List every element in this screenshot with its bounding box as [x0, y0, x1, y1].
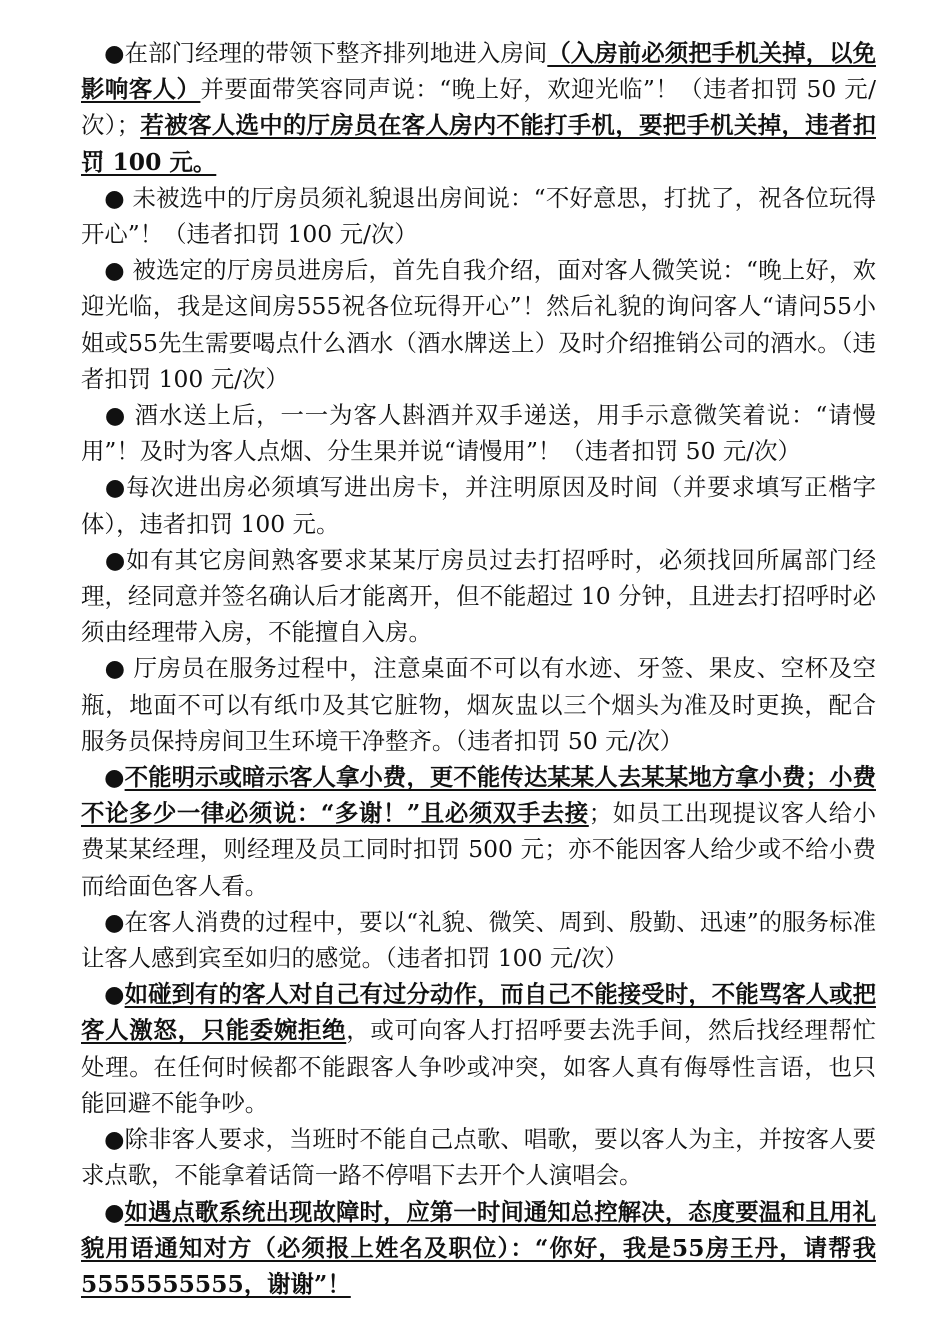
rule-text: ；如员工出现提议客人给小费某某经理，则经理及员工同时扣罚 500 元；亦不能因客人给少或不给小费而给面色客人看。 — [81, 799, 876, 900]
rule-text: ● 未被选中的厅房员须礼貌退出房间说：“不好意思，打扰了，祝各位玩得开心”！（违者扣罚 100 元/次） — [81, 183, 876, 249]
rule-paragraph-2 — [81, 180, 876, 252]
rule-paragraph-1 — [81, 35, 876, 180]
rule-paragraph-12 — [81, 1194, 876, 1303]
rule-text: 并要面带笑容同声说：“晚上好，欢迎光临”！（违者扣罚 50 元/次）； — [81, 75, 876, 140]
rule-paragraph-6 — [81, 542, 876, 651]
rule-emphasis: 如碰到有的客人对自己有过分动作，而自己不能接受时，不能骂客人或把客人激怒，只能委婉拒绝 — [81, 980, 876, 1045]
rule-bullet: ● — [104, 763, 125, 792]
rule-text: ●除非客人要求，当班时不能自己点歌、唱歌，要以客人为主，并按客人要求点歌，不能拿着话筒一路不停唱下去开个人演唱会。 — [81, 1125, 876, 1190]
rule-text: ●在部门经理的带领下整齐排列地进入房间 — [104, 39, 548, 67]
rule-bullet: ● — [104, 1197, 125, 1226]
rule-emphasis: （入房前必须把手机关掉，以免影响客人） — [81, 39, 876, 104]
rule-emphasis: 不能明示或暗示客人拿小费，更不能传达某某人去某某地方拿小费；小费不论多少一律必须说：“多谢！”且必须双手去接 — [81, 763, 876, 828]
rule-paragraph-4 — [81, 397, 876, 469]
rule-emphasis: 如遇点歌系统出现故障时，应第一时间通知总控解决，态度要温和且用礼貌用语通知对方（必须报上姓名及职位）：“你好，我是55房王丹，请帮我5555555555，谢谢”！ — [81, 1197, 876, 1298]
rule-paragraph-7 — [81, 650, 876, 759]
rule-text: ● 酒水送上后，一一为客人斟酒并双手递送，用手示意微笑着说：“请慢用”！及时为客人点烟、分生果并说“请慢用”！（违者扣罚 50 元/次） — [81, 401, 876, 466]
rule-paragraph-9 — [81, 904, 876, 976]
rule-paragraph-5 — [81, 469, 876, 541]
rule-paragraph-11 — [81, 1121, 876, 1193]
rule-text: ，或可向客人打招呼要去洗手间，然后找经理帮忙处理。在任何时候都不能跟客人争吵或冲突，如客人真有侮辱性言语，也只能回避不能争吵。 — [81, 1016, 877, 1117]
rule-paragraph-3 — [81, 252, 876, 397]
rule-emphasis: 若被客人选中的厅房员在客人房内不能打手机，要把手机关掉，违者扣罚 100 元。 — [81, 111, 876, 176]
rule-text: ●在客人消费的过程中，要以“礼貌、微笑、周到、殷勤、迅速”的服务标准让客人感到宾至如归的感觉。（违者扣罚 100 元/次） — [81, 907, 876, 973]
rule-text: ● 厅房员在服务过程中，注意桌面不可以有水迹、牙签、果皮、空杯及空瓶，地面不可以有纸巾及其它脏物，烟灰盅以三个烟头为准及时更换，配合服务员保持房间卫生环境干净整齐。（违者扣罚 50 元/次） — [81, 654, 876, 755]
rule-paragraph-8 — [81, 759, 876, 904]
rule-text: ● 被选定的厅房员进房后，首先自我介绍，面对客人微笑说：“晚上好，欢迎光临，我是这间房555祝各位玩得开心”！然后礼貌的询问客人“请问55小姐或55先生需要喝点什么酒水（酒水牌送上）及时介绍推销公司的酒水。（违者扣罚 100 元/次） — [81, 256, 876, 393]
rule-text: ●每次进出房必须填写进出房卡，并注明原因及时间（并要求填写正楷字体），违者扣罚 100 元。 — [81, 473, 876, 538]
rule-text: ●如有其它房间熟客要求某某厅房员过去打招呼时，必须找回所属部门经理，经同意并签名确认后才能离开，但不能超过 10 分钟，且进去打招呼时必须由经理带入房，不能擅自入房。 — [81, 545, 876, 647]
rule-paragraph-10 — [81, 976, 876, 1121]
rule-bullet: ● — [104, 980, 125, 1009]
